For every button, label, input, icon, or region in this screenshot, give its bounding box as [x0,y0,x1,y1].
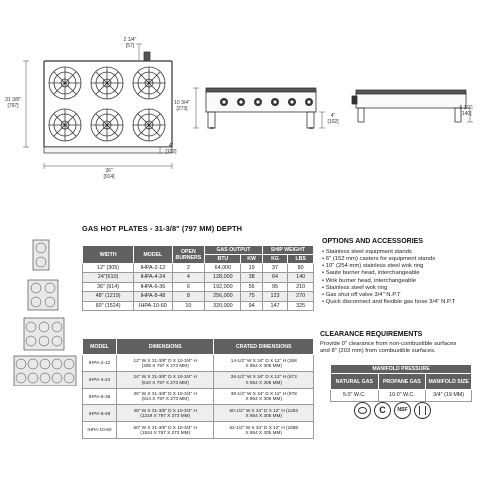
cell-width: 24"(610) [83,273,134,282]
table-row [83,405,314,422]
col-natural-gas: NATURAL GAS [331,374,379,390]
options-list [322,249,478,306]
dim-text-mm: [57] [125,42,135,49]
dim-text-mm: [914] [103,173,115,180]
clearance-line: and 8" (203 mm) from combustible surfaces. [320,348,436,355]
cell-btu: 256,000 [205,292,241,301]
cell-kg: 123 [262,292,288,301]
table-row [83,273,314,282]
cell-kg: 147 [262,301,288,310]
list-item-text: Stainless steel wok ring [325,284,388,291]
list-item: • Wok burner head, interchangeable [322,277,416,284]
cell-lbs: 270 [288,292,314,301]
cell-model: IHPA-2-12 [134,264,172,273]
table-row [83,301,314,310]
cert-nsf-text: NSF [397,407,408,413]
dim-front-height [169,101,195,112]
dim-line-1: 60" W X 31-3/8" D X 10-3/4" H [133,424,197,430]
cell-burners: 6 [172,282,205,291]
col-model: MODEL [83,339,117,355]
col-lbs: LBS [288,255,314,264]
crate-line-2: X 864 X 305 MM) [245,362,282,368]
table-row [83,388,314,405]
dim-line-1: 24" W X 31-3/8" D X 10-3/4" H [133,374,197,380]
manifold-table [330,364,472,402]
ul-certification-icon [414,402,431,419]
cell-dimensions [116,388,214,405]
cell-width: 12" (305) [83,264,134,273]
dim-line-2: (610 X 797 X 273 MM) [141,379,189,385]
list-item-text: Wok burner head, interchangeable [325,277,416,284]
table-row [83,422,314,439]
cell-kg: 37 [262,264,288,273]
dim-text: 31 3/8" [5,97,21,103]
table-row [83,371,314,388]
cell-burners: 10 [172,301,205,310]
crate-line-2: X 864 X 305 MM) [245,413,282,419]
dim-text: 10 3/4" [174,100,190,106]
nsf-certification-icon [394,402,411,419]
col-model: MODEL [134,246,172,264]
cell-kg: 95 [262,282,288,291]
cell-btu: 320,000 [205,301,241,310]
cell-dimensions [116,422,214,439]
cell-dimensions [116,371,214,388]
table-row [83,282,314,291]
list-item: • 6" (152 mm) casters for equipment stands [322,256,436,263]
cell-width: 48" (1219) [83,292,134,301]
cell-model: IHPA-6-36 [83,388,117,405]
cell-crated [214,422,314,439]
list-item-text: Saute burner head, interchangeable [325,270,420,277]
col-manifold-size: MANIFOLD SIZE [426,374,472,390]
dim-top-height [118,38,142,49]
cell-model: IHPA-8-48 [83,405,117,422]
table-row [83,264,314,273]
cell-crated [214,405,314,422]
crate-line-1: 38-1/2" W X 34" D X 12" H (978 [230,391,297,397]
cell-kg: 64 [262,273,288,282]
cell-dimensions [116,405,214,422]
cert-c-text: C [379,405,386,415]
cell-kw: 19 [241,264,262,273]
clearance-title: CLEARANCE REQUIREMENTS [320,331,423,338]
col-kg: KG [262,255,288,264]
cell-natural: 5.0" W.C. [331,390,379,402]
crate-line-2: X 864 X 305 MM) [245,430,282,436]
dim-side-height [455,106,477,117]
dim-text: 4" [330,113,336,119]
dim-line-1: 48" W X 31-3/8" D X 10-3/4" H [133,408,197,414]
list-item: • 10" (254 mm) stainless steel wok ring [322,263,424,270]
dim-text-mm: [140] [460,110,472,117]
top-view-drawing [0,0,480,220]
cell-size: 3/4" (19 MM) [426,390,472,402]
table-row [83,292,314,301]
table-row [83,355,314,372]
list-item-text: 6" (152 mm) casters for equipment stands [325,256,436,263]
cell-crated [214,371,314,388]
cell-model: IHPA-10-60 [134,301,172,310]
crate-line-2: X 864 X 305 MM) [245,396,282,402]
cell-lbs: 325 [288,301,314,310]
list-item-text: Gas shut off valve 3/4" N.P.T [325,291,401,298]
options-title: OPTIONS AND ACCESSORIES [322,238,423,245]
dim-text-mm: [273] [176,105,188,112]
table-row [331,390,472,402]
clearance-line: Provide 0" clearance from non-combustible surfaces [320,341,457,347]
list-item: • Gas shut off valve 3/4" N.P.T [322,291,401,298]
list-item: • Stainless steel equipment stands [322,249,412,255]
cell-width: 60" (1524) [83,301,134,310]
cell-model: IHPA-8-48 [134,292,172,301]
cell-lbs: 80 [288,264,314,273]
dim-text: 36" [105,168,113,174]
col-btu: BTU [205,255,241,264]
cell-model: IHPA-4-24 [83,371,117,388]
cell-btu: 128,000 [205,273,241,282]
crate-line-1: 62-1/2" W X 34" D X 12" H (1588 [229,424,299,430]
dim-text-mm: [102] [327,118,339,125]
product-thumbnails [0,236,84,386]
dimensions-table [82,338,314,439]
list-item: • Stainless steel wok ring [322,284,388,291]
dim-text-mm: [797] [7,102,19,109]
dim-text: 5 1/2" [459,105,473,111]
crate-line-1: 26-1/2" W X 34" D X 12" H (673 [230,374,297,380]
cell-btu: 64,000 [205,264,241,273]
cell-burners: 4 [172,273,205,282]
crate-line-2: X 864 X 305 MM) [245,379,282,385]
dim-text-mm: [102] [165,148,177,155]
col-ship-weight: SHIP WEIGHT [262,246,313,255]
cell-kw: 56 [241,282,262,291]
col-propane-gas: PROPANE GAS [378,374,426,390]
list-item: • Quick disconnect and flexible gas hose 3/4" N.P.T [322,299,456,306]
dim-text: 4" [168,143,174,149]
dim-line-2: (305 X 797 X 273 MM) [141,362,189,368]
dim-width [96,169,122,180]
cell-model: IHPA-10-60 [83,422,117,439]
list-item-text: Stainless steel equipment stands [325,249,412,255]
cell-width: 36" (914) [83,282,134,291]
list-item-text: Quick disconnect and flexible gas hose 3/4" N.P.T [325,299,456,306]
cell-kw: 38 [241,273,262,282]
cell-dimensions [116,355,214,372]
cell-crated [214,355,314,372]
crate-line-1: 14-1/2" W X 34" D X 12" H (368 [230,357,297,363]
col-crated: CRATED DIMENSIONS [214,339,314,355]
clearance-text [320,341,480,355]
cell-model: IHPA-4-24 [134,273,172,282]
spec-table [82,245,314,311]
dim-front-leg [324,114,342,125]
dim-line-2: (1219 X 797 X 273 MM) [140,413,191,419]
col-width: WIDTH [83,246,134,264]
cell-crated [214,388,314,405]
dim-line-1: 12" W X 31-3/8" D X 10-3/4" H [133,357,197,363]
cell-kw: 94 [241,301,262,310]
dim-depth [2,98,24,109]
csa-certification-icon [354,402,371,419]
col-kw: KW [241,255,262,264]
list-item-text: 10" (254 mm) stainless steel wok ring [325,263,424,270]
dim-line-2: (914 X 797 X 273 MM) [141,396,189,402]
col-dimensions: DIMENSIONS [116,339,214,355]
dim-line-2: (1524 X 797 X 273 MM) [140,430,191,436]
cell-model: IHPA-2-12 [83,355,117,372]
manifold-title: MANIFOLD PRESSURE [331,365,472,374]
dim-text: 2 1/4" [123,37,137,43]
cell-lbs: 140 [288,273,314,282]
col-gas-output: GAS OUTPUT [205,246,263,255]
c-certification-icon [374,402,391,419]
cell-model: IHPA-6-36 [134,282,172,291]
dim-line-1: 36" W X 31-3/8" D X 10-3/4" H [133,391,197,397]
cell-burners: 8 [172,292,205,301]
cell-propane: 10.0" W.C. [378,390,426,402]
col-burners: OPEN BURNERS [172,246,205,264]
cell-kw: 75 [241,292,262,301]
cell-lbs: 210 [288,282,314,291]
crate-line-1: 50-1/2" W X 34" D X 12" H (1283 [229,408,299,414]
cell-burners: 2 [172,264,205,273]
dim-rear [162,144,180,155]
cell-btu: 192,000 [205,282,241,291]
page-title: GAS HOT PLATES - 31-3/8" (797 MM) DEPTH [82,224,243,233]
list-item: • Saute burner head, interchangeable [322,270,420,277]
